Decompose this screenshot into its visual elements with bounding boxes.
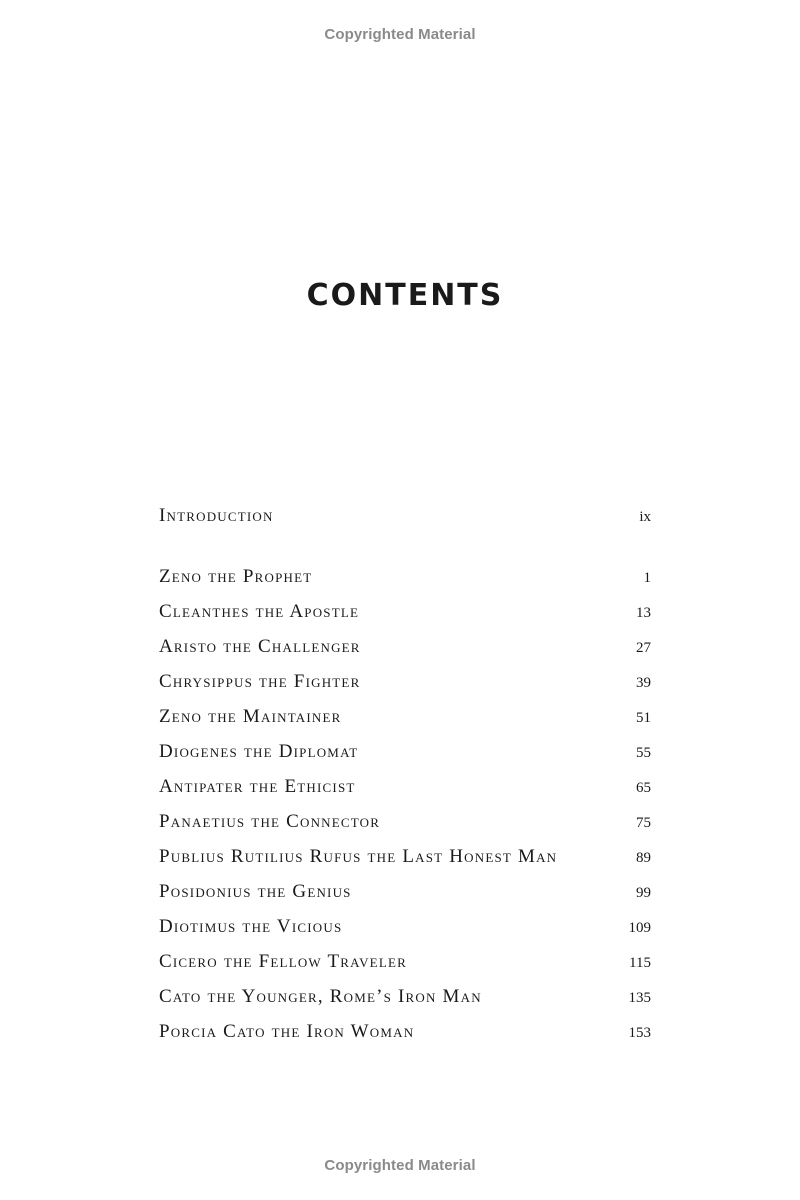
toc-entry-page: 89 [636,850,651,866]
toc-entry-page: 13 [636,605,651,621]
toc-entry-page: 27 [636,640,651,656]
toc-entry-title: Antipater the Ethicist [159,776,356,797]
toc-entry-rutilius[interactable] [159,846,651,870]
toc-entry-page: 75 [636,815,651,831]
toc-entry-title: Panaetius the Connector [159,811,381,832]
toc-entry-page: 51 [636,710,651,726]
toc-entry-title: Cicero the Fellow Traveler [159,951,407,972]
toc-entry-porcia[interactable] [159,1021,651,1045]
toc-entry-antipater[interactable] [159,776,651,800]
toc-entry-introduction[interactable] [159,505,651,529]
toc-entry-page: 39 [636,675,651,691]
toc-entry-title: Zeno the Maintainer [159,706,342,727]
toc-entry-title: Publius Rutilius Rufus the Last Honest Man [159,846,558,867]
toc-entry-zeno-prophet[interactable] [159,566,651,590]
toc-entry-page: 99 [636,885,651,901]
toc-entry-title: Aristo the Challenger [159,636,361,657]
copyright-watermark-top: Copyrighted Material [324,26,476,43]
toc-entry-page: 55 [636,745,651,761]
toc-entry-zeno-maintainer[interactable] [159,706,651,730]
toc-entry-page: 109 [628,920,651,936]
toc-entry-cleanthes[interactable] [159,601,651,625]
toc-entry-title: Chrysippus the Fighter [159,671,361,692]
toc-entry-title: Diogenes the Diplomat [159,741,359,762]
toc-entry-title: Cato the Younger, Rome’s Iron Man [159,986,482,1007]
toc-entry-title: Porcia Cato the Iron Woman [159,1021,415,1042]
toc-entry-aristo[interactable] [159,636,651,660]
toc-entry-title: Cleanthes the Apostle [159,601,360,622]
toc-entry-chrysippus[interactable] [159,671,651,695]
toc-entry-page: ix [639,509,651,525]
toc-entry-panaetius[interactable] [159,811,651,835]
toc-entry-cato[interactable] [159,986,651,1010]
toc-entry-page: 115 [629,955,651,971]
toc-entry-page: 1 [643,570,651,586]
toc-entry-page: 135 [628,990,651,1006]
toc-entry-title: Posidonius the Genius [159,881,352,902]
toc-entry-title: Diotimus the Vicious [159,916,343,937]
toc-entry-page: 153 [628,1025,651,1041]
toc-entry-title: Introduction [159,505,274,526]
toc-entry-posidonius[interactable] [159,881,651,905]
copyright-watermark-bottom: Copyrighted Material [324,1157,476,1174]
toc-entry-title: Zeno the Prophet [159,566,313,587]
toc-entry-page: 65 [636,780,651,796]
toc-entry-diotimus[interactable] [159,916,651,940]
toc-entry-diogenes[interactable] [159,741,651,765]
contents-heading: CONTENTS [306,278,504,313]
toc-entry-cicero[interactable] [159,951,651,975]
